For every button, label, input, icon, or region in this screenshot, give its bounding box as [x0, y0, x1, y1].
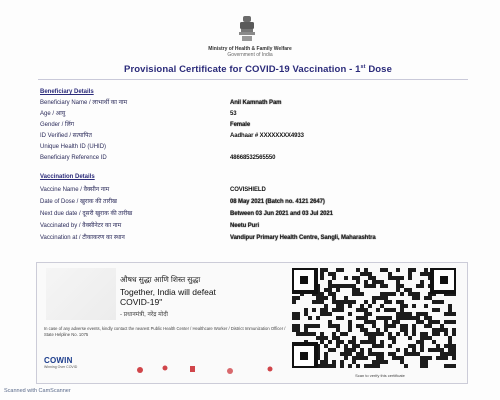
beneficiary-row	[40, 154, 460, 163]
beneficiary-row	[40, 121, 460, 130]
row-value: Anil Kamnath Pam	[230, 100, 282, 106]
title-divider	[38, 79, 468, 80]
vaccination-row	[40, 186, 460, 195]
slogan-block	[120, 275, 290, 318]
beneficiary-row	[40, 110, 460, 119]
row-value: 53	[230, 111, 237, 117]
beneficiary-heading: Beneficiary Details	[40, 89, 94, 95]
title-end: Dose	[365, 64, 392, 76]
row-label: Age / आयु	[40, 111, 66, 117]
row-value: Aadhaar # XXXXXXXX4933	[230, 133, 304, 139]
cowin-logo	[44, 356, 84, 376]
vaccination-heading: Vaccination Details	[40, 174, 95, 180]
slogan-byline: - प्रधानमंत्री, नरेंद्र मोदी	[120, 312, 168, 318]
beneficiary-row	[40, 132, 460, 141]
row-value: Vandipur Primary Health Centre, Sangli, Maharashtra	[230, 235, 376, 241]
beneficiary-row	[40, 143, 460, 152]
title-sup: st	[360, 64, 366, 70]
vaccination-row	[40, 234, 460, 243]
slogan-english-line1: Together, India will defeat	[120, 287, 216, 297]
vaccination-row	[40, 198, 460, 207]
cowin-sub: Winning Over COVID	[44, 365, 78, 369]
row-label: Beneficiary Name / लाभार्थी का नाम	[40, 100, 128, 106]
row-label: Date of Dose / खुराक की तारीख	[40, 199, 117, 205]
row-label: Vaccine Name / वैक्सीन नाम	[40, 187, 110, 193]
row-label: Next due date / दूसरी खुराक की तारीख	[40, 211, 133, 217]
slogan-english	[120, 287, 290, 307]
row-value: Between 03 Jun 2021 and 03 Jul 2021	[230, 211, 333, 217]
slogan-hindi: औषध सुद्धा आणि शिस्त सुद्धा	[120, 275, 201, 284]
slogan-english-line2: COVID-19"	[120, 297, 163, 307]
row-label: ID Verified / सत्यापित	[40, 133, 92, 139]
pm-portrait-image	[46, 268, 116, 320]
row-value: Female	[230, 122, 251, 128]
national-emblem-icon	[236, 14, 258, 44]
beneficiary-row	[40, 99, 460, 108]
disclaimer-text: In case of any adverse events, kindly contact the nearest Public Health Center / Healthcare Worker / District Immunization Officer / State Helpline No. 1075	[44, 326, 286, 337]
row-value: Neetu Puri	[230, 223, 260, 229]
stamp-marks-icon	[120, 360, 290, 380]
row-value: 48668532565550	[230, 155, 276, 161]
cowin-label: COWIN	[44, 356, 73, 365]
vaccination-row	[40, 210, 460, 219]
ministry-name	[180, 46, 320, 58]
ministry-line1: Ministry of Health & Family Welfare	[208, 46, 292, 52]
row-label: Unique Health ID (UHID)	[40, 144, 107, 150]
title-main: Provisional Certificate for COVID-19 Vaccination - 1	[124, 64, 361, 76]
row-label: Beneficiary Reference ID	[40, 155, 107, 161]
row-value: 08 May 2021 (Batch no. 4121 2647)	[230, 199, 325, 205]
qr-caption: Scan to verify this certificate	[355, 373, 405, 378]
certificate-title	[58, 64, 458, 75]
ministry-line2: Government of India	[227, 52, 273, 58]
row-label: Gender / लिंग	[40, 122, 75, 128]
vaccination-row	[40, 222, 460, 231]
row-label: Vaccination at / टीकाकरण का स्थान	[40, 235, 125, 241]
row-label: Vaccinated by / वैक्सीनेटर का नाम	[40, 223, 122, 229]
scanner-footer: Scanned with CamScanner	[4, 388, 71, 394]
qr-code-icon	[292, 268, 456, 368]
row-value: COVISHIELD	[230, 187, 266, 193]
